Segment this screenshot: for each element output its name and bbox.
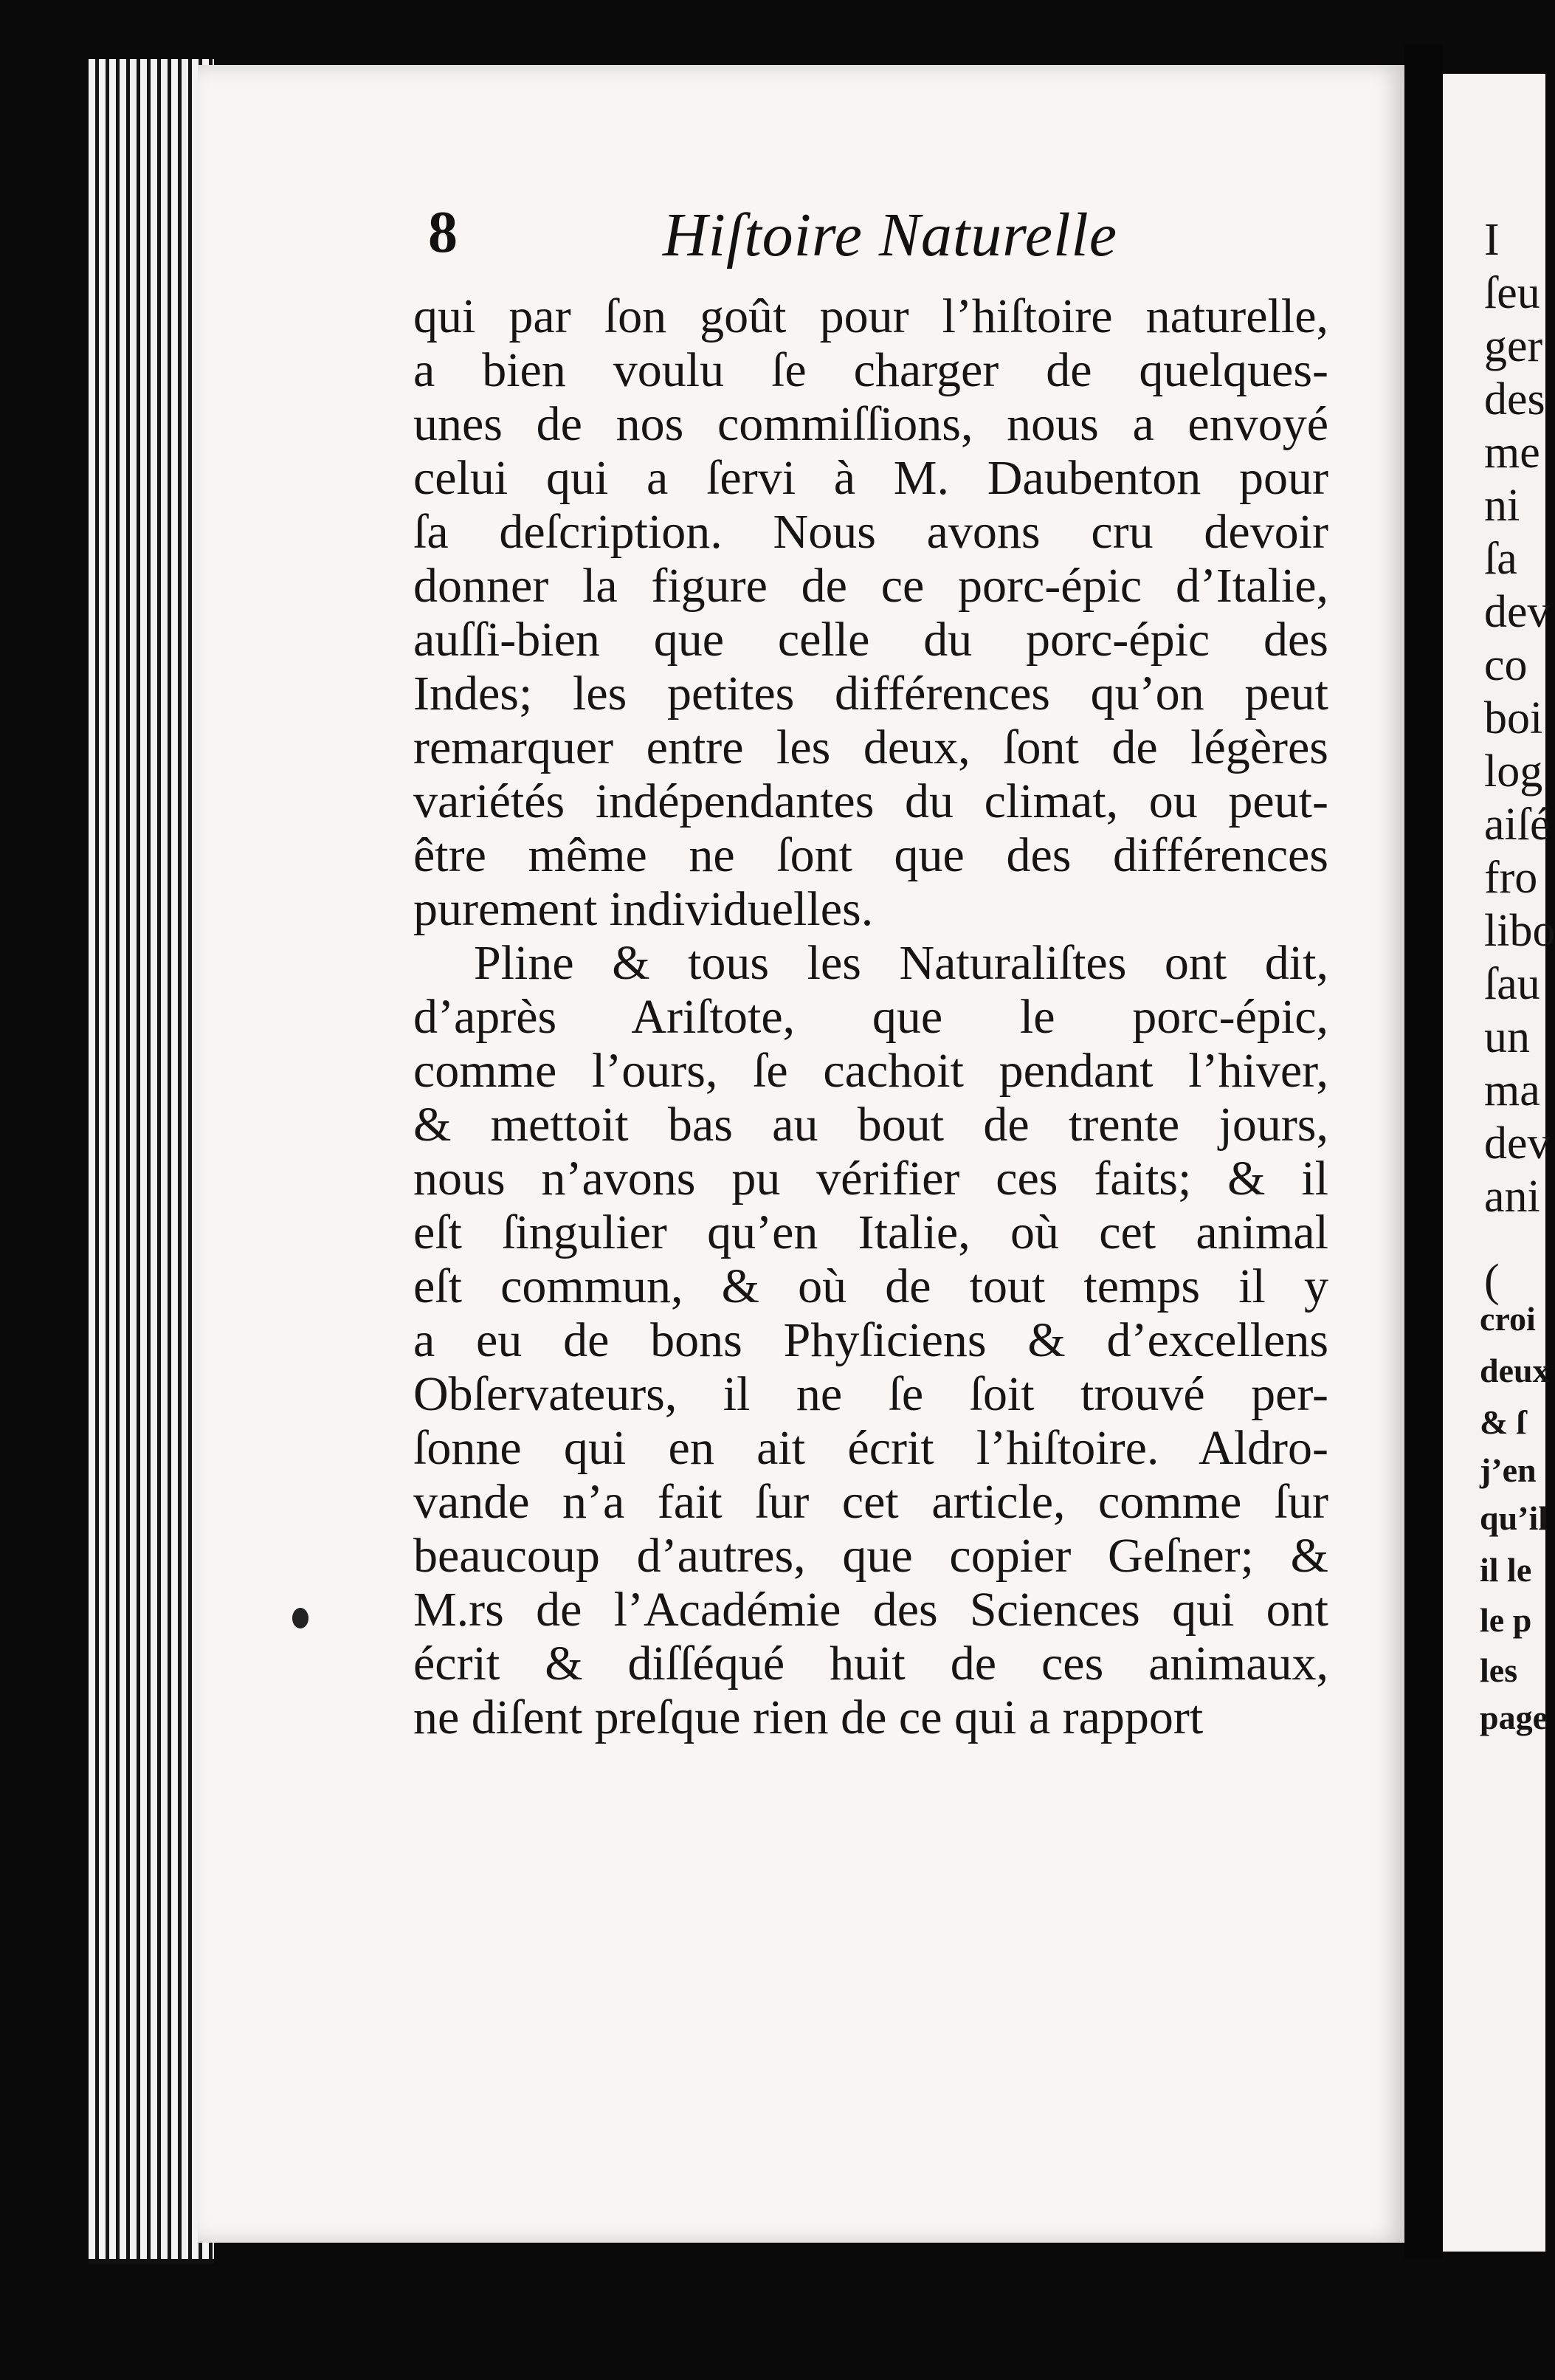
text-line: beaucoup d’autres, que copier Geſner; &: [413, 1529, 1328, 1583]
right-page-fragment: deux: [1480, 1352, 1550, 1389]
right-page-fragment: les: [1480, 1651, 1518, 1689]
right-page-fragment: co: [1484, 640, 1528, 690]
right-page-fragment: un: [1484, 1012, 1530, 1062]
right-page-fragment: il le: [1480, 1551, 1532, 1589]
text-line: qui par ſon goût pour l’hiſtoire naturelle,: [413, 289, 1328, 343]
right-page-fragment: boi: [1484, 693, 1543, 743]
right-page-fragment: ani: [1484, 1172, 1540, 1222]
text-line: a eu de bons Phyſiciens & d’excellens: [413, 1313, 1328, 1367]
text-line: comme l’ours, ſe cachoit pendant l’hiver,: [413, 1044, 1328, 1098]
text-line: d’après Ariſtote, que le porc-épic,: [413, 990, 1328, 1044]
text-line: ſa deſcription. Nous avons cru devoir: [413, 505, 1328, 559]
text-line: ne diſent preſque rien de ce qui a rapport: [413, 1691, 1204, 1744]
right-page-fragment: ger: [1484, 321, 1543, 371]
running-title: Hiſtoire Naturelle: [663, 201, 1118, 269]
text-line: & mettoit bas au bout de trente jours,: [413, 1098, 1328, 1152]
text-line: donner la figure de ce porc-épic d’Italie,: [413, 559, 1328, 613]
right-page-fragment: fro: [1484, 853, 1538, 903]
text-line: être même ne ſont que des différences: [413, 828, 1328, 882]
right-page-fragment: I: [1484, 215, 1500, 265]
right-page-fragment: page: [1480, 1699, 1548, 1736]
right-page-fragment: ſau: [1484, 959, 1540, 1009]
right-page-fragment: (: [1484, 1256, 1500, 1306]
right-page-fragment: des: [1484, 374, 1545, 424]
text-line: a bien voulu ſe charger de quelques-: [413, 343, 1328, 397]
right-page-fragment: ſeu: [1484, 268, 1540, 318]
right-page-fragment: croi: [1480, 1300, 1536, 1338]
page-edges-stack: [89, 59, 214, 2263]
right-page-fragment: & ſ: [1480, 1403, 1526, 1441]
right-page-fragment: libo: [1484, 906, 1555, 956]
text-line: ſonne qui en ait écrit l’hiſtoire. Aldro-: [413, 1421, 1328, 1475]
right-page-fragment: dev: [1484, 587, 1551, 637]
text-line: eſt commun, & où de tout temps il y: [413, 1259, 1328, 1313]
text-line: unes de nos commiſſions, nous a envoyé: [413, 397, 1328, 451]
text-line: eſt ſingulier qu’en Italie, où cet animal: [413, 1206, 1328, 1259]
book-gutter: [1404, 44, 1443, 2259]
right-page-fragment: dev: [1484, 1118, 1551, 1169]
text-line: Indes; les petites différences qu’on peut: [413, 667, 1328, 720]
text-line: Obſervateurs, il ne ſe ſoit trouvé per-: [413, 1367, 1328, 1421]
right-page-fragment: ni: [1484, 481, 1520, 531]
right-page-fragment: ſa: [1484, 534, 1517, 584]
right-page-fragment: j’en: [1480, 1451, 1537, 1489]
right-page-fragment: qu’il: [1480, 1499, 1548, 1537]
right-page: [1443, 74, 1555, 2252]
right-page-fragment: ma: [1484, 1065, 1540, 1115]
ink-speck: [292, 1608, 308, 1628]
right-page-fragment: me: [1484, 427, 1540, 478]
text-line: variétés indépendantes du climat, ou peut-: [413, 774, 1328, 828]
text-line: Pline & tous les Naturaliſtes ont dit,: [474, 936, 1328, 990]
page-header: [428, 199, 1314, 281]
text-line: vande n’a fait ſur cet article, comme ſur: [413, 1475, 1328, 1529]
text-line: M.rs de l’Académie des Sciences qui ont: [413, 1583, 1328, 1637]
body-text: [413, 289, 1328, 1744]
page-number: 8: [428, 200, 458, 265]
text-line: remarquer entre les deux, ſont de légères: [413, 720, 1328, 774]
text-line: écrit & diſſéqué huit de ces animaux,: [413, 1637, 1328, 1691]
text-line: celui qui a ſervi à M. Daubenton pour: [413, 451, 1328, 505]
text-line: purement individuelles.: [413, 882, 874, 936]
text-line: nous n’avons pu vérifier ces faits; & il: [413, 1152, 1328, 1206]
right-page-fragment: log: [1484, 746, 1543, 797]
text-line: auſſi-bien que celle du porc-épic des: [413, 613, 1328, 667]
right-page-fragment: le p: [1480, 1601, 1532, 1639]
right-page-fragment: aiſé: [1484, 799, 1551, 850]
